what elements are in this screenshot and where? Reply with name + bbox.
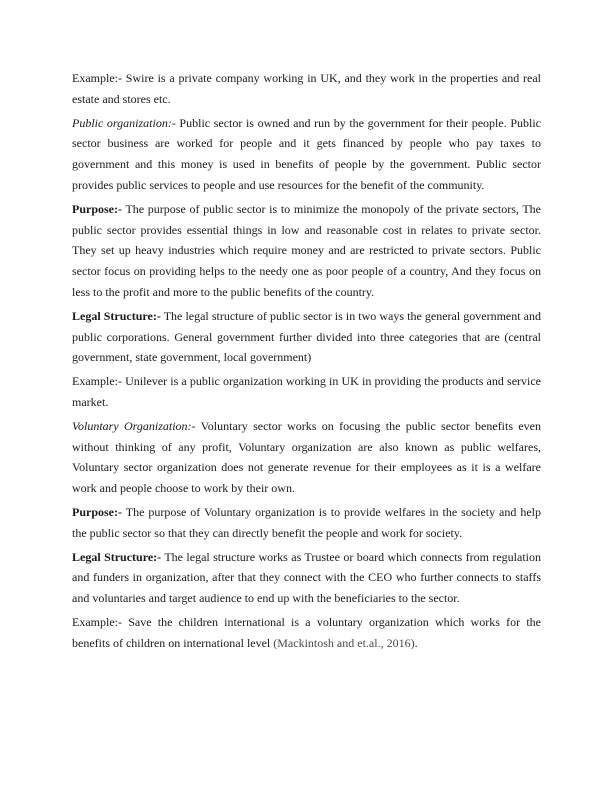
paragraph-heading-voluntary-organization: Voluntary Organization:- xyxy=(72,418,196,433)
paragraph-text: The legal structure of public sector is in two ways the general government and public corporations. General government further divided into three categories that are (central government, state government, local government) xyxy=(72,308,541,365)
paragraph-voluntary-purpose xyxy=(72,502,541,544)
paragraph-example-save-the-children xyxy=(72,612,541,654)
paragraph-text: Example:- Unilever is a public organization working in UK in providing the products and service market. xyxy=(72,374,541,409)
paragraph-heading-legal-structure: Legal Structure:- xyxy=(72,308,161,323)
paragraph-example-swire xyxy=(72,68,541,110)
paragraph-voluntary-legal-structure xyxy=(72,547,541,609)
document-page xyxy=(72,68,541,657)
paragraph-trailing: . xyxy=(414,635,418,650)
paragraph-public-purpose xyxy=(72,199,541,303)
paragraph-text: Public sector is owned and run by the government for their people. Public sector business are worked for people and it gets financed by people who pay taxes to government and this money is used in benefits of people by the government. Public sector provides public services to people and use resources for the benefit of the community. xyxy=(72,115,541,192)
paragraph-public-legal-structure xyxy=(72,306,541,368)
paragraph-heading-legal-structure: Legal Structure:- xyxy=(72,549,162,564)
paragraph-text: The purpose of Voluntary organization is to provide welfares in the society and help the public sector so that they can directly benefit the people and work for society. xyxy=(72,504,541,540)
paragraph-heading-purpose: Purpose:- xyxy=(72,504,122,519)
paragraph-heading-purpose: Purpose:- xyxy=(72,201,122,216)
paragraph-example-unilever xyxy=(72,371,541,413)
paragraph-text: The purpose of public sector is to minimize the monopoly of the private sectors, The public sector provides essential things in low and reasonable cost in relates to private sector. They set up heavy industries which require money and are restricted to private sectors. Public sector focus on providing helps to the needy one as poor people of a country, And they focus on less to the profit and more to the public benefits of the country. xyxy=(72,201,541,299)
paragraph-voluntary-organization xyxy=(72,416,541,499)
citation: (Mackintosh and et.al., 2016) xyxy=(273,635,415,650)
paragraph-public-organization xyxy=(72,113,541,196)
paragraph-text: The legal structure works as Trustee or board which connects from regulation and funders in organization, after that they connect with the CEO who further connects to staffs and voluntaries and target audience to end up with the beneficiaries to the sector. xyxy=(72,549,541,606)
paragraph-text: Example:- Save the children international is a voluntary organization which works for the benefits of children on international level xyxy=(72,614,541,650)
paragraph-text: Example:- Swire is a private company working in UK, and they work in the properties and real estate and stores etc. xyxy=(72,71,541,106)
paragraph-text: Voluntary sector works on focusing the public sector benefits even without thinking of any profit, Voluntary organization are also known as public welfares, Voluntary sector organization does not generate revenue for their employees as it is a welfare work and people choose to work by their own. xyxy=(72,418,542,496)
paragraph-heading-public-organization: Public organization:- xyxy=(72,115,176,130)
